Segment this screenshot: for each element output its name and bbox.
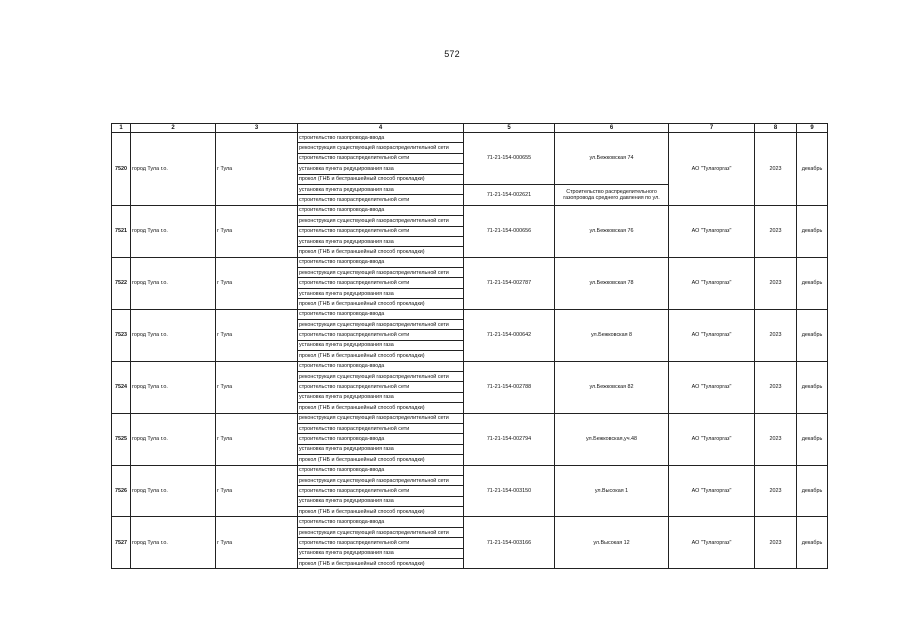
row-number: 7527 [112, 517, 131, 569]
work-item: реконструкция существующей газораспределительной сети [298, 413, 464, 423]
work-item: строительство газораспределительной сети [298, 330, 464, 340]
settlement: г Тула [216, 133, 298, 206]
work-item: реконструкция существующей газораспределительной сети [298, 143, 464, 153]
work-item: строительство газораспределительной сети [298, 195, 464, 205]
work-item: реконструкция существующей газораспределительной сети [298, 216, 464, 226]
work-item: установка пункта редуцирования газа [298, 340, 464, 350]
address: ул.Высокая 1 [555, 465, 669, 517]
work-item: установка пункта редуцирования газа [298, 288, 464, 298]
work-item: прокол (ГНБ и бестраншейный способ прокладки) [298, 507, 464, 517]
work-item: строительство газопровода-ввода [298, 257, 464, 267]
work-item: строительство газораспределительной сети [298, 226, 464, 236]
work-item: строительство газораспределительной сети [298, 153, 464, 163]
object-code: 71-21-154-000655 [464, 133, 555, 185]
work-item: установка пункта редуцирования газа [298, 236, 464, 246]
municipality: город Тула г.о. [131, 465, 216, 517]
work-item: прокол (ГНБ и бестраншейный способ прокладки) [298, 559, 464, 569]
work-item: реконструкция существующей газораспределительной сети [298, 371, 464, 381]
col-header-5: 5 [464, 124, 555, 133]
settlement: г Тула [216, 205, 298, 257]
year: 2023 [755, 465, 797, 517]
object-code: 71-21-154-000656 [464, 205, 555, 257]
object-code: 71-21-154-002621 [464, 184, 555, 205]
year: 2023 [755, 309, 797, 361]
year: 2023 [755, 205, 797, 257]
work-item: строительство газопровода-ввода [298, 517, 464, 527]
header-row [112, 124, 828, 133]
work-item: реконструкция существующей газораспределительной сети [298, 320, 464, 330]
municipality: город Тула г.о. [131, 361, 216, 413]
work-item: строительство газораспределительной сети [298, 423, 464, 433]
settlement: г Тула [216, 517, 298, 569]
col-header-8: 8 [755, 124, 797, 133]
registry-table [111, 123, 828, 569]
month: декабрь [797, 205, 828, 257]
settlement: г Тула [216, 413, 298, 465]
col-header-6: 6 [555, 124, 669, 133]
work-item: прокол (ГНБ и бестраншейный способ прокладки) [298, 455, 464, 465]
work-item: строительство газопровода-ввода [298, 434, 464, 444]
month: декабрь [797, 465, 828, 517]
table-row [112, 205, 828, 215]
settlement: г Тула [216, 309, 298, 361]
work-item: строительство газопровода-ввода [298, 205, 464, 215]
object-code: 71-21-154-003166 [464, 517, 555, 569]
work-item: строительство газопровода-ввода [298, 309, 464, 319]
address: ул.Высокая 12 [555, 517, 669, 569]
object-code: 71-21-154-002787 [464, 257, 555, 309]
work-item: строительство газопровода-ввода [298, 133, 464, 143]
settlement: г Тула [216, 361, 298, 413]
organization: АО "Тулагоргаз" [669, 205, 755, 257]
municipality: город Тула г.о. [131, 517, 216, 569]
month: декабрь [797, 133, 828, 206]
work-item: установка пункта редуцирования газа [298, 184, 464, 194]
table-row [112, 133, 828, 143]
organization: АО "Тулагоргаз" [669, 413, 755, 465]
work-item: строительство газораспределительной сети [298, 278, 464, 288]
table-row [112, 361, 828, 371]
month: декабрь [797, 517, 828, 569]
work-item: прокол (ГНБ и бестраншейный способ прокладки) [298, 351, 464, 361]
col-header-4: 4 [298, 124, 464, 133]
work-item: установка пункта редуцирования газа [298, 496, 464, 506]
address: ул.Бежковская 82 [555, 361, 669, 413]
month: декабрь [797, 413, 828, 465]
address: ул.Бежковская 76 [555, 205, 669, 257]
work-item: установка пункта редуцирования газа [298, 548, 464, 558]
work-item: строительство газораспределительной сети [298, 538, 464, 548]
address: Строительство распределительного газопровода среднего давления по ул. [555, 184, 669, 205]
object-code: 71-21-154-003150 [464, 465, 555, 517]
work-item: прокол (ГНБ и бестраншейный способ прокладки) [298, 247, 464, 257]
work-item: строительство газораспределительной сети [298, 382, 464, 392]
row-number: 7520 [112, 133, 131, 206]
col-header-9: 9 [797, 124, 828, 133]
year: 2023 [755, 413, 797, 465]
year: 2023 [755, 361, 797, 413]
year: 2023 [755, 517, 797, 569]
address: ул.Бежковская 8 [555, 309, 669, 361]
settlement: г Тула [216, 257, 298, 309]
table-row [112, 309, 828, 319]
year: 2023 [755, 257, 797, 309]
row-number: 7521 [112, 205, 131, 257]
municipality: город Тула г.о. [131, 413, 216, 465]
table-row [112, 517, 828, 527]
month: декабрь [797, 309, 828, 361]
object-code: 71-21-154-002788 [464, 361, 555, 413]
row-number: 7526 [112, 465, 131, 517]
work-item: установка пункта редуцирования газа [298, 164, 464, 174]
work-item: прокол (ГНБ и бестраншейный способ прокладки) [298, 403, 464, 413]
col-header-7: 7 [669, 124, 755, 133]
table-row [112, 257, 828, 267]
row-number: 7524 [112, 361, 131, 413]
work-item: строительство газопровода-ввода [298, 465, 464, 475]
organization: АО "Тулагоргаз" [669, 465, 755, 517]
address: ул.Бежковская,уч.48 [555, 413, 669, 465]
work-item: прокол (ГНБ и бестраншейный способ прокладки) [298, 299, 464, 309]
municipality: город Тула г.о. [131, 205, 216, 257]
settlement: г Тула [216, 465, 298, 517]
work-item: строительство газопровода-ввода [298, 361, 464, 371]
row-number: 7522 [112, 257, 131, 309]
work-item: установка пункта редуцирования газа [298, 444, 464, 454]
address: ул.Бежковская 78 [555, 257, 669, 309]
row-number: 7523 [112, 309, 131, 361]
object-code: 71-21-154-000642 [464, 309, 555, 361]
organization: АО "Тулагоргаз" [669, 257, 755, 309]
work-item: строительство газораспределительной сети [298, 486, 464, 496]
organization: АО "Тулагоргаз" [669, 309, 755, 361]
col-header-1: 1 [112, 124, 131, 133]
page-number: 572 [444, 49, 460, 59]
work-item: реконструкция существующей газораспределительной сети [298, 268, 464, 278]
table-row [112, 465, 828, 475]
work-item: реконструкция существующей газораспределительной сети [298, 475, 464, 485]
municipality: город Тула г.о. [131, 133, 216, 206]
organization: АО "Тулагоргаз" [669, 133, 755, 206]
address: ул.Бежковская 74 [555, 133, 669, 185]
organization: АО "Тулагоргаз" [669, 361, 755, 413]
row-number: 7525 [112, 413, 131, 465]
month: декабрь [797, 361, 828, 413]
work-item: установка пункта редуцирования газа [298, 392, 464, 402]
year: 2023 [755, 133, 797, 206]
municipality: город Тула г.о. [131, 257, 216, 309]
municipality: город Тула г.о. [131, 309, 216, 361]
organization: АО "Тулагоргаз" [669, 517, 755, 569]
object-code: 71-21-154-002794 [464, 413, 555, 465]
work-item: реконструкция существующей газораспределительной сети [298, 527, 464, 537]
col-header-2: 2 [131, 124, 216, 133]
work-item: прокол (ГНБ и бестраншейный способ прокладки) [298, 174, 464, 184]
col-header-3: 3 [216, 124, 298, 133]
month: декабрь [797, 257, 828, 309]
